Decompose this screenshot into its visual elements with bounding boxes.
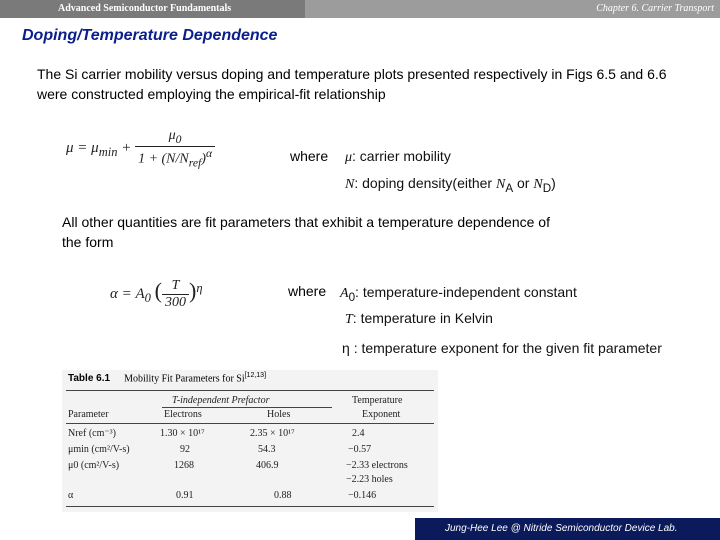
table-caption-ref: [12,13]: [244, 372, 267, 379]
table-cell-holes: 54.3: [258, 444, 276, 455]
mobility-equation: $\mu = \mu_{min}$ + $\frac{\mu_0}{1 + (N/N_{ref})^\alpha}$: [66, 128, 215, 169]
table-header-rule: [66, 423, 434, 424]
definition-eta-text: : temperature exponent for the given fit parameter: [353, 340, 662, 356]
table-label: Table 6.1: [68, 373, 111, 385]
table-group-rule: [162, 407, 332, 408]
fit-parameter-paragraph: All other quantities are fit parameters that exhibit a temperature dependence of the form: [62, 214, 550, 250]
mobility-fit-table: [62, 370, 438, 512]
table-cell-param: μmin (cm²/V-s): [68, 444, 130, 455]
table-col-parameter: Parameter: [68, 409, 109, 420]
definition-n-text-a: : doping density(either: [354, 175, 496, 191]
table-col-holes: Holes: [267, 409, 291, 420]
footer-bar: [415, 518, 720, 540]
definition-eta: η : temperature exponent for the given fit parameter: [342, 340, 662, 356]
table-cell-param: μ0 (cm²/V-s): [68, 460, 120, 471]
table-cell-holes: 406.9: [256, 460, 279, 471]
table-cell-electrons: 0.91: [176, 490, 194, 501]
header-right: [305, 0, 720, 18]
table-cell-electrons: 92: [180, 444, 190, 455]
definition-n-text-b: or: [513, 175, 534, 191]
table-cell-exponent: −2.33 electrons: [346, 460, 408, 471]
temperature-equation: $\alpha = A_0$ ( $\frac{T}{300}$ )$^\eta$: [110, 278, 203, 311]
slide-title: Doping/Temperature Dependence: [22, 27, 278, 44]
table-cell-electrons: 1.30 × 10¹⁷: [160, 428, 205, 439]
definition-mu-text: : carrier mobility: [352, 148, 451, 164]
definition-t-text: : temperature in Kelvin: [352, 310, 493, 326]
course-title: Advanced Semiconductor Fundamentals: [58, 3, 232, 14]
table-bottom-rule: [66, 506, 434, 507]
definition-n: N: doping density(either $N_A$ or $N_D$): [345, 175, 556, 195]
table-group-header: T-independent Prefactor: [172, 395, 270, 406]
where-label-1: where: [290, 148, 329, 164]
where-label-2: where: [288, 283, 327, 299]
table-temp-header-2: Exponent: [362, 409, 401, 420]
footer-credit: Jung-Hee Lee @ Nitride Semiconductor Device Lab.: [445, 523, 678, 534]
table-cell-exponent: −2.23 holes: [346, 474, 393, 485]
table-cell-holes: 0.88: [274, 490, 292, 501]
definition-n-text-c: ): [551, 175, 556, 191]
table-temp-header-1: Temperature: [352, 395, 403, 406]
header-bar: [0, 0, 720, 18]
definition-mu: μ: carrier mobility: [345, 148, 451, 165]
table-cell-param: α: [68, 490, 74, 501]
definition-a0-text: : temperature-independent constant: [355, 284, 577, 300]
definition-t: T: temperature in Kelvin: [345, 310, 493, 327]
table-caption: [68, 372, 266, 384]
table-cell-param: Nref (cm⁻³): [68, 428, 116, 439]
table-cell-holes: 2.35 × 10¹⁷: [250, 428, 295, 439]
intro-paragraph: The Si carrier mobility versus doping and temperature plots presented respectively in Figs 6.5 and 6.6 were constructed employing the empirical-fit relationship: [37, 66, 667, 102]
definition-a0: $A_0$: temperature-independent constant: [340, 284, 577, 304]
table-cell-exponent: −0.57: [348, 444, 372, 455]
table-cell-exponent: −0.146: [348, 490, 377, 501]
table-cell-electrons: 1268: [174, 460, 194, 471]
header-left: [0, 0, 305, 18]
table-top-rule: [66, 390, 434, 391]
table-cell-exponent: 2.4: [352, 428, 365, 439]
table-col-electrons: Electrons: [164, 409, 202, 420]
table-caption-text: Mobility Fit Parameters for Si: [124, 373, 245, 385]
chapter-title: Chapter 6. Carrier Transport: [596, 3, 714, 14]
